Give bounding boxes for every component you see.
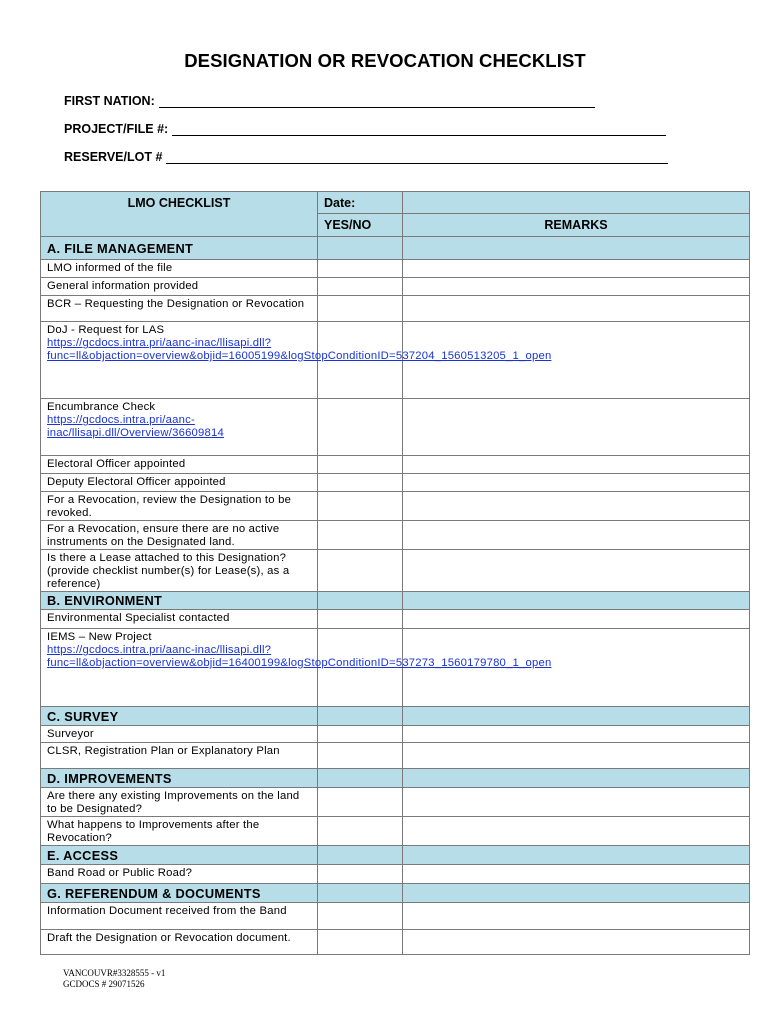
checklist-item <box>41 629 552 707</box>
checklist-row <box>41 492 750 521</box>
checklist-item-text: BCR – Requesting the Designation or Revocation <box>47 298 305 310</box>
yes-no-cell[interactable] <box>318 550 403 592</box>
yes-no-cell[interactable] <box>318 260 403 278</box>
checklist-item-text: Electoral Officer appointed <box>47 458 186 470</box>
checklist-row <box>41 726 750 743</box>
project-file-label: PROJECT/FILE #: <box>64 122 169 136</box>
checklist-item-text: IEMS – New Project <box>47 631 152 643</box>
yes-no-cell[interactable] <box>318 456 403 474</box>
section-row <box>41 592 750 610</box>
checklist-item <box>41 521 318 550</box>
checklist-row <box>41 474 750 492</box>
section-row <box>41 707 750 726</box>
gcdocs-link[interactable]: https://gcdocs.intra.pri/aanc-inac/llisapi.dll/Overview/36609814 <box>47 414 224 439</box>
section-title: C. SURVEY <box>41 707 318 726</box>
checklist-item-text: Band Road or Public Road? <box>47 867 193 879</box>
gcdocs-link[interactable]: https://gcdocs.intra.pri/aanc-inac/llisapi.dll?func=ll&objaction=overview&objid=16400199&logStopConditionID=537273_1560179780_1_open <box>47 644 552 669</box>
checklist-item <box>41 278 318 296</box>
section-empty-cell <box>403 592 750 610</box>
section-title: D. IMPROVEMENTS <box>41 769 318 788</box>
checklist-item <box>41 788 318 817</box>
remarks-cell[interactable] <box>403 492 750 521</box>
checklist-row <box>41 550 750 592</box>
checklist-row <box>41 930 750 955</box>
checklist-item-text: For a Revocation, review the Designation to be revoked. <box>47 494 292 519</box>
section-title: G. REFERENDUM & DOCUMENTS <box>41 884 318 903</box>
first-nation-label: FIRST NATION: <box>64 94 155 108</box>
checklist-item <box>41 550 318 592</box>
section-empty-cell <box>318 237 403 260</box>
section-title: B. ENVIRONMENT <box>41 592 318 610</box>
checklist-item-text: Information Document received from the Band <box>47 905 287 917</box>
checklist-item-text: LMO informed of the file <box>47 262 173 274</box>
yes-no-cell[interactable] <box>318 610 403 629</box>
reserve-lot-blank[interactable] <box>166 151 668 164</box>
project-file-field <box>64 120 666 136</box>
checklist-row <box>41 610 750 629</box>
checklist-item <box>41 322 552 399</box>
footer-doc-number: VANCOUVR#3328555 - v1 <box>63 968 166 978</box>
checklist-row <box>41 817 750 846</box>
lmo-checklist-table <box>40 191 750 955</box>
checklist-item-text: Environmental Specialist contacted <box>47 612 230 624</box>
remarks-cell[interactable] <box>403 399 750 456</box>
section-empty-cell <box>403 237 750 260</box>
checklist-item-text: Is there a Lease attached to this Designation? (provide checklist number(s) for Lease(s), as a reference) <box>47 552 290 590</box>
checklist-row <box>41 456 750 474</box>
section-title: E. ACCESS <box>41 846 318 865</box>
remarks-cell[interactable] <box>403 550 750 592</box>
document-footer <box>63 968 165 990</box>
checklist-row <box>41 296 750 322</box>
checklist-item-text: Surveyor <box>47 728 94 740</box>
checklist-row <box>41 322 750 399</box>
checklist-item-text: Draft the Designation or Revocation document. <box>47 932 291 944</box>
section-row <box>41 884 750 903</box>
remarks-cell[interactable] <box>403 930 750 955</box>
yes-no-cell[interactable] <box>318 788 403 817</box>
checklist-row <box>41 278 750 296</box>
project-file-blank[interactable] <box>172 123 666 136</box>
reserve-lot-field <box>64 148 668 164</box>
remarks-cell[interactable] <box>403 788 750 817</box>
remarks-cell[interactable] <box>403 521 750 550</box>
remarks-cell[interactable] <box>403 296 750 322</box>
checklist-item-text: Encumbrance Check <box>47 401 156 413</box>
checklist-item <box>41 474 318 492</box>
date-value-cell[interactable] <box>403 192 750 214</box>
checklist-item-text: DoJ - Request for LAS <box>47 324 165 336</box>
remarks-cell[interactable] <box>403 610 750 629</box>
section-empty-cell <box>403 769 750 788</box>
yes-no-cell[interactable] <box>318 817 403 846</box>
checklist-item <box>41 930 318 955</box>
checklist-row <box>41 521 750 550</box>
remarks-cell[interactable] <box>403 865 750 884</box>
yes-no-cell[interactable] <box>318 521 403 550</box>
remarks-cell[interactable] <box>403 260 750 278</box>
section-row <box>41 769 750 788</box>
section-empty-cell <box>318 884 403 903</box>
checklist-item <box>41 726 318 743</box>
yes-no-cell[interactable] <box>318 903 403 930</box>
yes-no-cell[interactable] <box>318 474 403 492</box>
checklist-item <box>41 610 318 629</box>
checklist-item <box>41 492 318 521</box>
section-row <box>41 237 750 260</box>
lmo-checklist-header: LMO CHECKLIST <box>41 192 318 237</box>
checklist-item-text: General information provided <box>47 280 199 292</box>
reserve-lot-label: RESERVE/LOT # <box>64 150 163 164</box>
checklist-item <box>41 817 318 846</box>
remarks-cell[interactable] <box>403 278 750 296</box>
checklist-item <box>41 296 318 322</box>
yes-no-cell[interactable] <box>318 726 403 743</box>
first-nation-blank[interactable] <box>159 95 595 108</box>
gcdocs-link[interactable]: https://gcdocs.intra.pri/aanc-inac/llisapi.dll?func=ll&objaction=overview&objid=16005199&logStopConditionID=537204_1560513205_1_open <box>47 337 552 362</box>
checklist-item <box>41 456 318 474</box>
checklist-row <box>41 629 750 707</box>
checklist-item <box>41 260 318 278</box>
yes-no-cell[interactable] <box>318 296 403 322</box>
checklist-row <box>41 788 750 817</box>
section-empty-cell <box>318 592 403 610</box>
remarks-cell[interactable] <box>403 743 750 769</box>
yes-no-cell[interactable] <box>318 399 403 456</box>
checklist-item <box>41 865 318 884</box>
yes-no-cell[interactable] <box>318 865 403 884</box>
checklist-row <box>41 743 750 769</box>
remarks-cell[interactable] <box>403 474 750 492</box>
yes-no-cell[interactable] <box>318 930 403 955</box>
remarks-header: REMARKS <box>403 214 750 237</box>
checklist-item-text: CLSR, Registration Plan or Explanatory Plan <box>47 745 280 757</box>
checklist-item-text: For a Revocation, ensure there are no active instruments on the Designated land. <box>47 523 280 548</box>
checklist-item-text: What happens to Improvements after the Revocation? <box>47 819 260 844</box>
yes-no-cell[interactable] <box>318 743 403 769</box>
yes-no-cell[interactable] <box>318 492 403 521</box>
checklist-item <box>41 399 318 456</box>
section-empty-cell <box>403 884 750 903</box>
section-empty-cell <box>318 846 403 865</box>
footer-gcdocs-number: GCDOCS # 29071526 <box>63 979 145 989</box>
checklist-item <box>41 903 318 930</box>
section-title: A. FILE MANAGEMENT <box>41 237 318 260</box>
checklist-item-text: Deputy Electoral Officer appointed <box>47 476 226 488</box>
section-empty-cell <box>318 769 403 788</box>
section-empty-cell <box>318 707 403 726</box>
section-empty-cell <box>403 707 750 726</box>
yes-no-header: YES/NO <box>318 214 403 237</box>
checklist-row <box>41 903 750 930</box>
first-nation-field <box>64 92 595 108</box>
document-title: DESIGNATION OR REVOCATION CHECKLIST <box>184 50 586 71</box>
yes-no-cell[interactable] <box>318 278 403 296</box>
checklist-row <box>41 260 750 278</box>
remarks-cell[interactable] <box>403 817 750 846</box>
section-row <box>41 846 750 865</box>
checklist-row <box>41 865 750 884</box>
checklist-item-text: Are there any existing Improvements on the land to be Designated? <box>47 790 300 815</box>
checklist-item <box>41 743 318 769</box>
date-header: Date: <box>318 192 403 214</box>
section-empty-cell <box>403 846 750 865</box>
remarks-cell[interactable] <box>403 726 750 743</box>
remarks-cell[interactable] <box>403 903 750 930</box>
remarks-cell[interactable] <box>403 456 750 474</box>
checklist-row <box>41 399 750 456</box>
